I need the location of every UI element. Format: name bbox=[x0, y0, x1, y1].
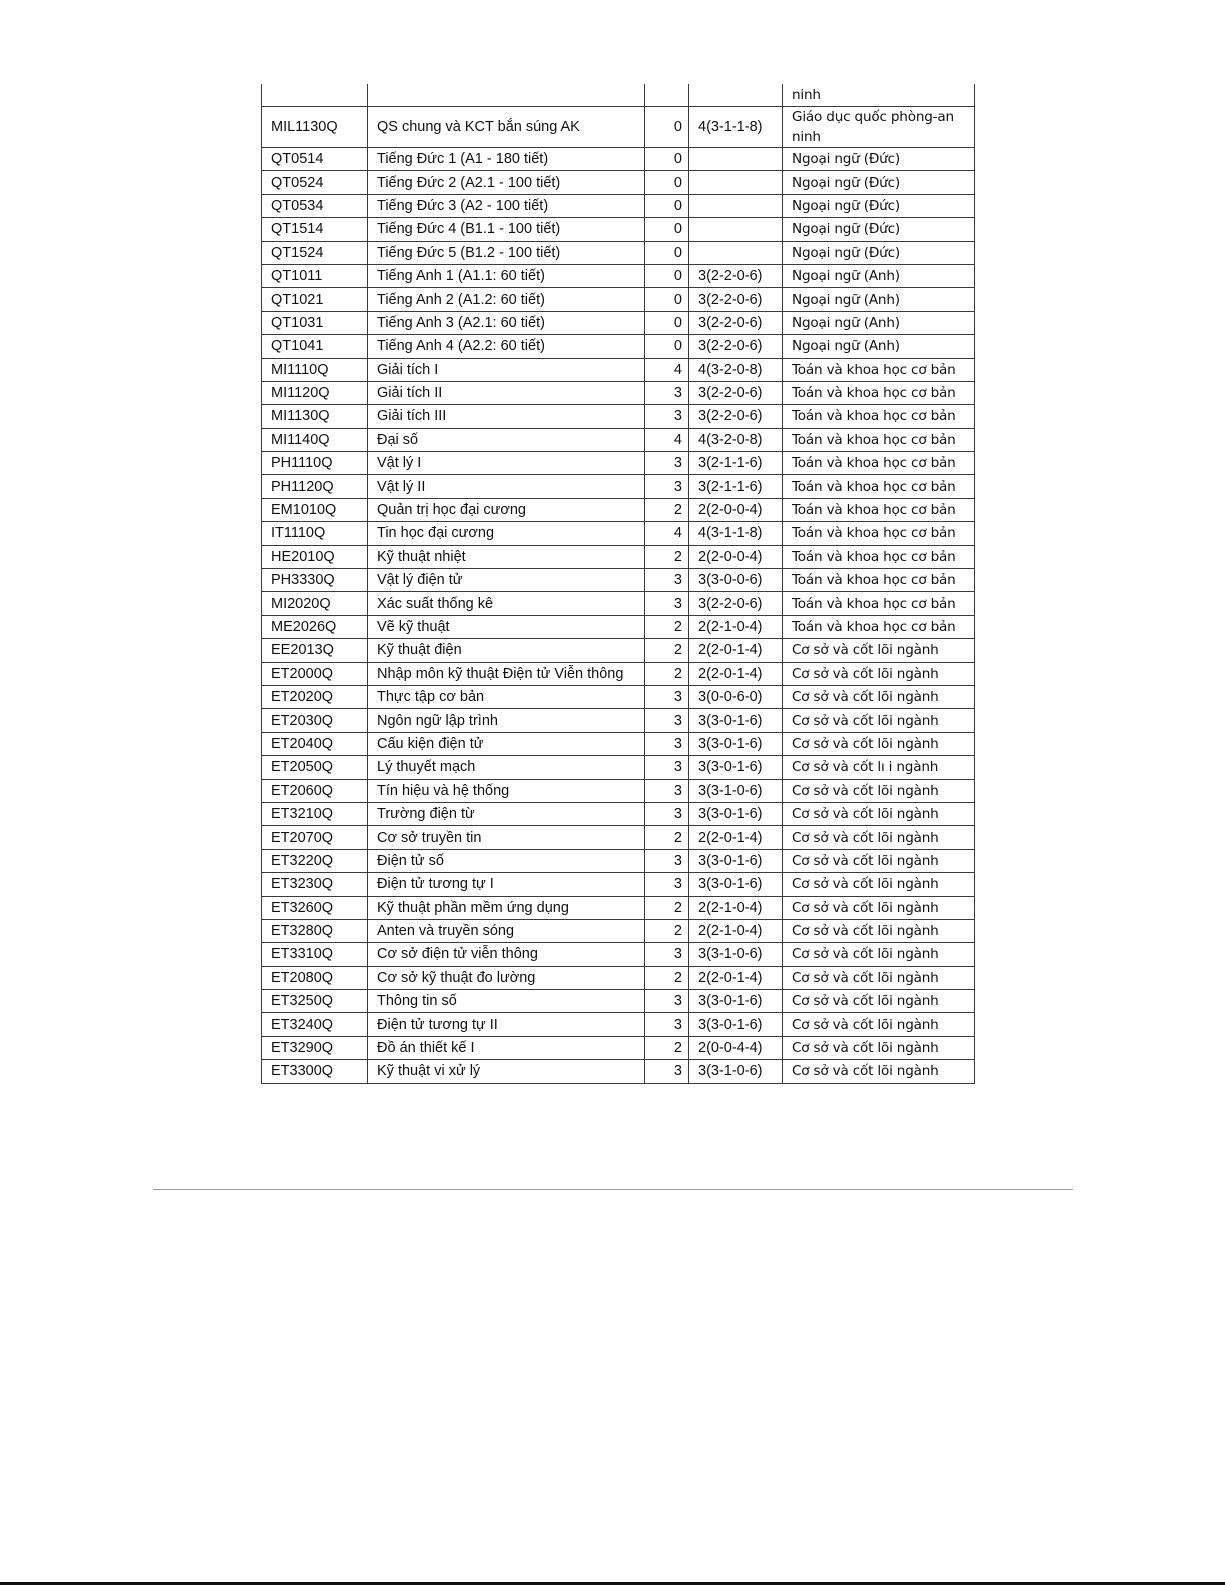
table-row bbox=[262, 826, 975, 849]
credit-format-cell: 3(3-0-1-6) bbox=[689, 873, 783, 896]
table-row bbox=[262, 358, 975, 381]
credits-cell: 3 bbox=[645, 1060, 689, 1083]
credit-format-cell: 2(2-0-1-4) bbox=[689, 966, 783, 989]
course-group-cell: Toán và khoa học cơ bản bbox=[783, 475, 975, 498]
credit-format-cell: 3(3-1-0-6) bbox=[689, 943, 783, 966]
course-code-cell: MI1130Q bbox=[262, 405, 368, 428]
course-group-cell: Cơ sở và cốt lõi ngành bbox=[783, 1036, 975, 1059]
course-group-cell: Toán và khoa học cơ bản bbox=[783, 381, 975, 404]
course-group-cell: Giáo dục quốc phòng-an ninh bbox=[783, 107, 975, 148]
credit-format-cell: 3(3-0-1-6) bbox=[689, 849, 783, 872]
course-group-cell: Cơ sở và cốt lõi ngành bbox=[783, 639, 975, 662]
course-code-cell: QT0514 bbox=[262, 148, 368, 171]
course-group-cell: Cơ sở và cốt lõi ngành bbox=[783, 709, 975, 732]
credit-format-cell: 4(3-2-0-8) bbox=[689, 428, 783, 451]
course-name-cell: Tiếng Đức 2 (A2.1 - 100 tiết) bbox=[368, 171, 645, 194]
table-row bbox=[262, 171, 975, 194]
credits-cell: 4 bbox=[645, 428, 689, 451]
course-name-cell: Kỹ thuật phần mềm ứng dụng bbox=[368, 896, 645, 919]
course-code-cell: PH1110Q bbox=[262, 452, 368, 475]
credits-cell: 2 bbox=[645, 615, 689, 638]
course-name-cell: Tiếng Đức 4 (B1.1 - 100 tiết) bbox=[368, 218, 645, 241]
credits-cell: 0 bbox=[645, 264, 689, 287]
credit-format-cell bbox=[689, 194, 783, 217]
course-code-cell: EE2013Q bbox=[262, 639, 368, 662]
course-name-cell: Cơ sở truyền tin bbox=[368, 826, 645, 849]
course-group-cell: Toán và khoa học cơ bản bbox=[783, 522, 975, 545]
course-group-cell: Ngoại ngữ (Anh) bbox=[783, 288, 975, 311]
credit-format-cell: 2(2-0-1-4) bbox=[689, 639, 783, 662]
table-row bbox=[262, 592, 975, 615]
course-group-cell: Toán và khoa học cơ bản bbox=[783, 358, 975, 381]
course-group-cell: Cơ sở và cốt lõi ngành bbox=[783, 779, 975, 802]
course-name-cell: Tín hiệu và hệ thống bbox=[368, 779, 645, 802]
credit-format-cell: 2(2-0-1-4) bbox=[689, 826, 783, 849]
credit-format-cell: 2(2-1-0-4) bbox=[689, 896, 783, 919]
credit-format-cell: 4(3-2-0-8) bbox=[689, 358, 783, 381]
credit-format-cell: 3(2-1-1-6) bbox=[689, 452, 783, 475]
course-name-cell: Tiếng Đức 3 (A2 - 100 tiết) bbox=[368, 194, 645, 217]
course-group-cell: Ngoại ngữ (Anh) bbox=[783, 311, 975, 334]
course-code-cell: MIL1130Q bbox=[262, 107, 368, 148]
table-row bbox=[262, 194, 975, 217]
credit-format-cell: 3(2-2-0-6) bbox=[689, 592, 783, 615]
credits-cell: 3 bbox=[645, 709, 689, 732]
credits-cell: 4 bbox=[645, 522, 689, 545]
course-name-cell: Tiếng Đức 5 (B1.2 - 100 tiết) bbox=[368, 241, 645, 264]
table-row bbox=[262, 662, 975, 685]
credit-format-cell bbox=[689, 148, 783, 171]
course-name-cell: Điện tử tương tự I bbox=[368, 873, 645, 896]
course-name-cell: Vật lý II bbox=[368, 475, 645, 498]
course-group-cell: Cơ sở và cốt lı i ngành bbox=[783, 756, 975, 779]
credits-cell: 0 bbox=[645, 171, 689, 194]
course-code-cell: ME2026Q bbox=[262, 615, 368, 638]
course-code-cell: ET3230Q bbox=[262, 873, 368, 896]
credit-format-cell: 3(3-0-1-6) bbox=[689, 802, 783, 825]
credit-format-cell bbox=[689, 171, 783, 194]
course-code-cell: ET2070Q bbox=[262, 826, 368, 849]
credit-format-cell: 3(2-2-0-6) bbox=[689, 335, 783, 358]
credits-cell: 4 bbox=[645, 358, 689, 381]
credit-format-cell: 2(2-0-0-4) bbox=[689, 545, 783, 568]
credit-format-cell: 3(2-1-1-6) bbox=[689, 475, 783, 498]
course-name-cell: Nhập môn kỹ thuật Điện tử Viễn thông bbox=[368, 662, 645, 685]
credits-cell: 0 bbox=[645, 311, 689, 334]
course-code-cell: MI2020Q bbox=[262, 592, 368, 615]
credits-cell: 2 bbox=[645, 919, 689, 942]
credits-cell: 3 bbox=[645, 802, 689, 825]
table-row bbox=[262, 1013, 975, 1036]
credits-cell: 2 bbox=[645, 639, 689, 662]
course-code-cell: QT1031 bbox=[262, 311, 368, 334]
course-code-cell: ET2040Q bbox=[262, 732, 368, 755]
course-name-cell: Giải tích III bbox=[368, 405, 645, 428]
credit-format-cell: 2(2-1-0-4) bbox=[689, 615, 783, 638]
credit-format-cell bbox=[689, 241, 783, 264]
course-group-cell: Ngoại ngữ (Đức) bbox=[783, 241, 975, 264]
course-code-cell: ET2060Q bbox=[262, 779, 368, 802]
credit-format-cell bbox=[689, 218, 783, 241]
course-name-cell: Điện tử số bbox=[368, 849, 645, 872]
course-group-cell: Toán và khoa học cơ bản bbox=[783, 498, 975, 521]
table-row bbox=[262, 545, 975, 568]
course-code-cell: ET3220Q bbox=[262, 849, 368, 872]
course-table-body bbox=[262, 84, 975, 1083]
course-name-cell: Giải tích I bbox=[368, 358, 645, 381]
course-code-cell: ET3250Q bbox=[262, 990, 368, 1013]
credits-cell: 3 bbox=[645, 405, 689, 428]
credit-format-cell: 3(3-0-1-6) bbox=[689, 732, 783, 755]
table-row bbox=[262, 148, 975, 171]
table-row bbox=[262, 241, 975, 264]
table-row bbox=[262, 569, 975, 592]
course-name-cell: Điện tử tương tự II bbox=[368, 1013, 645, 1036]
course-name-cell: Trường điện từ bbox=[368, 802, 645, 825]
credits-cell: 3 bbox=[645, 452, 689, 475]
table-row bbox=[262, 428, 975, 451]
course-code-cell: QT1514 bbox=[262, 218, 368, 241]
credits-cell: 3 bbox=[645, 381, 689, 404]
course-code-cell: PH3330Q bbox=[262, 569, 368, 592]
course-code-cell: HE2010Q bbox=[262, 545, 368, 568]
credit-format-cell: 3(3-0-1-6) bbox=[689, 990, 783, 1013]
table-row bbox=[262, 966, 975, 989]
table-row bbox=[262, 732, 975, 755]
table-row bbox=[262, 639, 975, 662]
credits-cell: 3 bbox=[645, 943, 689, 966]
course-group-cell: Cơ sở và cốt lõi ngành bbox=[783, 1013, 975, 1036]
credit-format-cell bbox=[689, 84, 783, 107]
course-name-cell: Tin học đại cương bbox=[368, 522, 645, 545]
table-row bbox=[262, 896, 975, 919]
course-name-cell: Kỹ thuật nhiệt bbox=[368, 545, 645, 568]
course-code-cell bbox=[262, 84, 368, 107]
course-name-cell: Kỹ thuật vi xử lý bbox=[368, 1060, 645, 1083]
credits-cell: 3 bbox=[645, 592, 689, 615]
credit-format-cell: 2(2-0-1-4) bbox=[689, 662, 783, 685]
table-row bbox=[262, 685, 975, 708]
course-group-cell: Toán và khoa học cơ bản bbox=[783, 615, 975, 638]
course-code-cell: ET2050Q bbox=[262, 756, 368, 779]
table-row bbox=[262, 405, 975, 428]
course-name-cell: Tiếng Anh 2 (A1.2: 60 tiết) bbox=[368, 288, 645, 311]
course-name-cell: Xác suất thống kê bbox=[368, 592, 645, 615]
course-code-cell: MI1110Q bbox=[262, 358, 368, 381]
credits-cell: 0 bbox=[645, 288, 689, 311]
course-name-cell: QS chung và KCT bắn súng AK bbox=[368, 107, 645, 148]
course-name-cell: Thực tập cơ bản bbox=[368, 685, 645, 708]
credits-cell: 0 bbox=[645, 148, 689, 171]
course-group-cell: Cơ sở và cốt lõi ngành bbox=[783, 732, 975, 755]
course-code-cell: QT0534 bbox=[262, 194, 368, 217]
credits-cell: 3 bbox=[645, 1013, 689, 1036]
credits-cell: 3 bbox=[645, 732, 689, 755]
course-code-cell: QT1041 bbox=[262, 335, 368, 358]
course-name-cell: Kỹ thuật điện bbox=[368, 639, 645, 662]
table-row bbox=[262, 919, 975, 942]
course-name-cell: Tiếng Anh 3 (A2.1: 60 tiết) bbox=[368, 311, 645, 334]
credits-cell: 0 bbox=[645, 107, 689, 148]
credit-format-cell: 4(3-1-1-8) bbox=[689, 107, 783, 148]
credits-cell: 2 bbox=[645, 826, 689, 849]
credit-format-cell: 3(3-0-1-6) bbox=[689, 756, 783, 779]
course-code-cell: PH1120Q bbox=[262, 475, 368, 498]
course-group-cell: Ngoại ngữ (Anh) bbox=[783, 264, 975, 287]
page-divider bbox=[153, 1189, 1073, 1190]
course-group-cell: Cơ sở và cốt lõi ngành bbox=[783, 1060, 975, 1083]
credits-cell: 0 bbox=[645, 241, 689, 264]
credit-format-cell: 3(2-2-0-6) bbox=[689, 288, 783, 311]
credits-cell: 0 bbox=[645, 335, 689, 358]
credits-cell: 2 bbox=[645, 662, 689, 685]
course-group-cell: Ngoại ngữ (Anh) bbox=[783, 335, 975, 358]
credits-cell: 2 bbox=[645, 966, 689, 989]
course-table bbox=[261, 84, 975, 1084]
credits-cell: 3 bbox=[645, 873, 689, 896]
table-row bbox=[262, 943, 975, 966]
table-row bbox=[262, 311, 975, 334]
credit-format-cell: 3(3-0-1-6) bbox=[689, 709, 783, 732]
course-code-cell: ET2080Q bbox=[262, 966, 368, 989]
credits-cell: 0 bbox=[645, 194, 689, 217]
credits-cell: 2 bbox=[645, 1036, 689, 1059]
course-name-cell: Đồ án thiết kế I bbox=[368, 1036, 645, 1059]
course-group-cell: Cơ sở và cốt lõi ngành bbox=[783, 849, 975, 872]
credits-cell: 3 bbox=[645, 779, 689, 802]
credits-cell: 3 bbox=[645, 685, 689, 708]
course-code-cell: QT1021 bbox=[262, 288, 368, 311]
course-name-cell: Giải tích II bbox=[368, 381, 645, 404]
table-row bbox=[262, 615, 975, 638]
course-code-cell: ET3240Q bbox=[262, 1013, 368, 1036]
table-row bbox=[262, 264, 975, 287]
course-group-cell: Cơ sở và cốt lõi ngành bbox=[783, 943, 975, 966]
course-code-cell: ET3290Q bbox=[262, 1036, 368, 1059]
course-group-cell: Ngoại ngữ (Đức) bbox=[783, 148, 975, 171]
course-group-cell: Cơ sở và cốt lõi ngành bbox=[783, 662, 975, 685]
course-code-cell: ET2000Q bbox=[262, 662, 368, 685]
table-row bbox=[262, 990, 975, 1013]
course-code-cell: ET3300Q bbox=[262, 1060, 368, 1083]
course-name-cell: Đại số bbox=[368, 428, 645, 451]
course-code-cell: ET2030Q bbox=[262, 709, 368, 732]
table-row bbox=[262, 335, 975, 358]
credits-cell bbox=[645, 84, 689, 107]
table-row bbox=[262, 107, 975, 148]
course-group-cell: Cơ sở và cốt lõi ngành bbox=[783, 990, 975, 1013]
table-row bbox=[262, 475, 975, 498]
course-group-cell: Cơ sở và cốt lõi ngành bbox=[783, 826, 975, 849]
course-code-cell: ET2020Q bbox=[262, 685, 368, 708]
course-code-cell: MI1120Q bbox=[262, 381, 368, 404]
course-code-cell: ET3210Q bbox=[262, 802, 368, 825]
table-row bbox=[262, 522, 975, 545]
course-code-cell: ET3280Q bbox=[262, 919, 368, 942]
course-group-cell: Ngoại ngữ (Đức) bbox=[783, 218, 975, 241]
credit-format-cell: 3(2-2-0-6) bbox=[689, 381, 783, 404]
credit-format-cell: 4(3-1-1-8) bbox=[689, 522, 783, 545]
table-row bbox=[262, 381, 975, 404]
course-group-cell: Cơ sở và cốt lõi ngành bbox=[783, 896, 975, 919]
course-group-cell: Cơ sở và cốt lõi ngành bbox=[783, 919, 975, 942]
course-group-cell: Cơ sở và cốt lõi ngành bbox=[783, 685, 975, 708]
credit-format-cell: 3(3-0-1-6) bbox=[689, 1013, 783, 1036]
course-name-cell: Quản trị học đại cương bbox=[368, 498, 645, 521]
table-row bbox=[262, 756, 975, 779]
course-name-cell bbox=[368, 84, 645, 107]
course-name-cell: Tiếng Anh 4 (A2.2: 60 tiết) bbox=[368, 335, 645, 358]
course-code-cell: MI1140Q bbox=[262, 428, 368, 451]
credit-format-cell: 3(3-1-0-6) bbox=[689, 1060, 783, 1083]
table-row bbox=[262, 1060, 975, 1083]
credits-cell: 3 bbox=[645, 569, 689, 592]
course-name-cell: Tiếng Đức 1 (A1 - 180 tiết) bbox=[368, 148, 645, 171]
credit-format-cell: 3(2-2-0-6) bbox=[689, 264, 783, 287]
credits-cell: 2 bbox=[645, 545, 689, 568]
course-code-cell: IT1110Q bbox=[262, 522, 368, 545]
course-group-cell: Toán và khoa học cơ bản bbox=[783, 569, 975, 592]
course-name-cell: Anten và truyền sóng bbox=[368, 919, 645, 942]
course-name-cell: Cấu kiện điện tử bbox=[368, 732, 645, 755]
credit-format-cell: 3(2-2-0-6) bbox=[689, 405, 783, 428]
table-row bbox=[262, 873, 975, 896]
course-group-cell: Toán và khoa học cơ bản bbox=[783, 428, 975, 451]
table-row bbox=[262, 802, 975, 825]
course-group-cell: Cơ sở và cốt lõi ngành bbox=[783, 802, 975, 825]
course-name-cell: Thông tin số bbox=[368, 990, 645, 1013]
course-group-cell: Cơ sở và cốt lõi ngành bbox=[783, 873, 975, 896]
credits-cell: 2 bbox=[645, 498, 689, 521]
course-name-cell: Vật lý I bbox=[368, 452, 645, 475]
table-row bbox=[262, 498, 975, 521]
course-group-cell: Toán và khoa học cơ bản bbox=[783, 405, 975, 428]
course-group-cell: Ngoại ngữ (Đức) bbox=[783, 171, 975, 194]
course-name-cell: Ngôn ngữ lập trình bbox=[368, 709, 645, 732]
course-group-cell: Toán và khoa học cơ bản bbox=[783, 452, 975, 475]
course-name-cell: Lý thuyết mạch bbox=[368, 756, 645, 779]
credit-format-cell: 2(2-0-0-4) bbox=[689, 498, 783, 521]
table-row bbox=[262, 288, 975, 311]
course-group-cell: Toán và khoa học cơ bản bbox=[783, 545, 975, 568]
table-row bbox=[262, 452, 975, 475]
course-code-cell: QT1011 bbox=[262, 264, 368, 287]
credits-cell: 3 bbox=[645, 475, 689, 498]
course-code-cell: ET3260Q bbox=[262, 896, 368, 919]
credits-cell: 3 bbox=[645, 756, 689, 779]
course-name-cell: Vật lý điện tử bbox=[368, 569, 645, 592]
credits-cell: 3 bbox=[645, 849, 689, 872]
credits-cell: 2 bbox=[645, 896, 689, 919]
course-code-cell: EM1010Q bbox=[262, 498, 368, 521]
table-row bbox=[262, 849, 975, 872]
course-group-cell: Cơ sở và cốt lõi ngành bbox=[783, 966, 975, 989]
course-group-cell: ninh bbox=[783, 84, 975, 107]
course-name-cell: Tiếng Anh 1 (A1.1: 60 tiết) bbox=[368, 264, 645, 287]
course-name-cell: Cơ sở kỹ thuật đo lường bbox=[368, 966, 645, 989]
credit-format-cell: 3(0-0-6-0) bbox=[689, 685, 783, 708]
credits-cell: 0 bbox=[645, 218, 689, 241]
credit-format-cell: 2(0-0-4-4) bbox=[689, 1036, 783, 1059]
table-row-continuation bbox=[262, 84, 975, 107]
course-code-cell: ET3310Q bbox=[262, 943, 368, 966]
table-row bbox=[262, 709, 975, 732]
course-code-cell: QT0524 bbox=[262, 171, 368, 194]
course-name-cell: Cơ sở điện tử viễn thông bbox=[368, 943, 645, 966]
course-group-cell: Ngoại ngữ (Đức) bbox=[783, 194, 975, 217]
table-row bbox=[262, 218, 975, 241]
credit-format-cell: 3(2-2-0-6) bbox=[689, 311, 783, 334]
credit-format-cell: 3(3-1-0-6) bbox=[689, 779, 783, 802]
course-group-cell: Toán và khoa học cơ bản bbox=[783, 592, 975, 615]
course-code-cell: QT1524 bbox=[262, 241, 368, 264]
credits-cell: 3 bbox=[645, 990, 689, 1013]
table-row bbox=[262, 1036, 975, 1059]
table-row bbox=[262, 779, 975, 802]
credit-format-cell: 2(2-1-0-4) bbox=[689, 919, 783, 942]
credit-format-cell: 3(3-0-0-6) bbox=[689, 569, 783, 592]
course-name-cell: Vẽ kỹ thuật bbox=[368, 615, 645, 638]
